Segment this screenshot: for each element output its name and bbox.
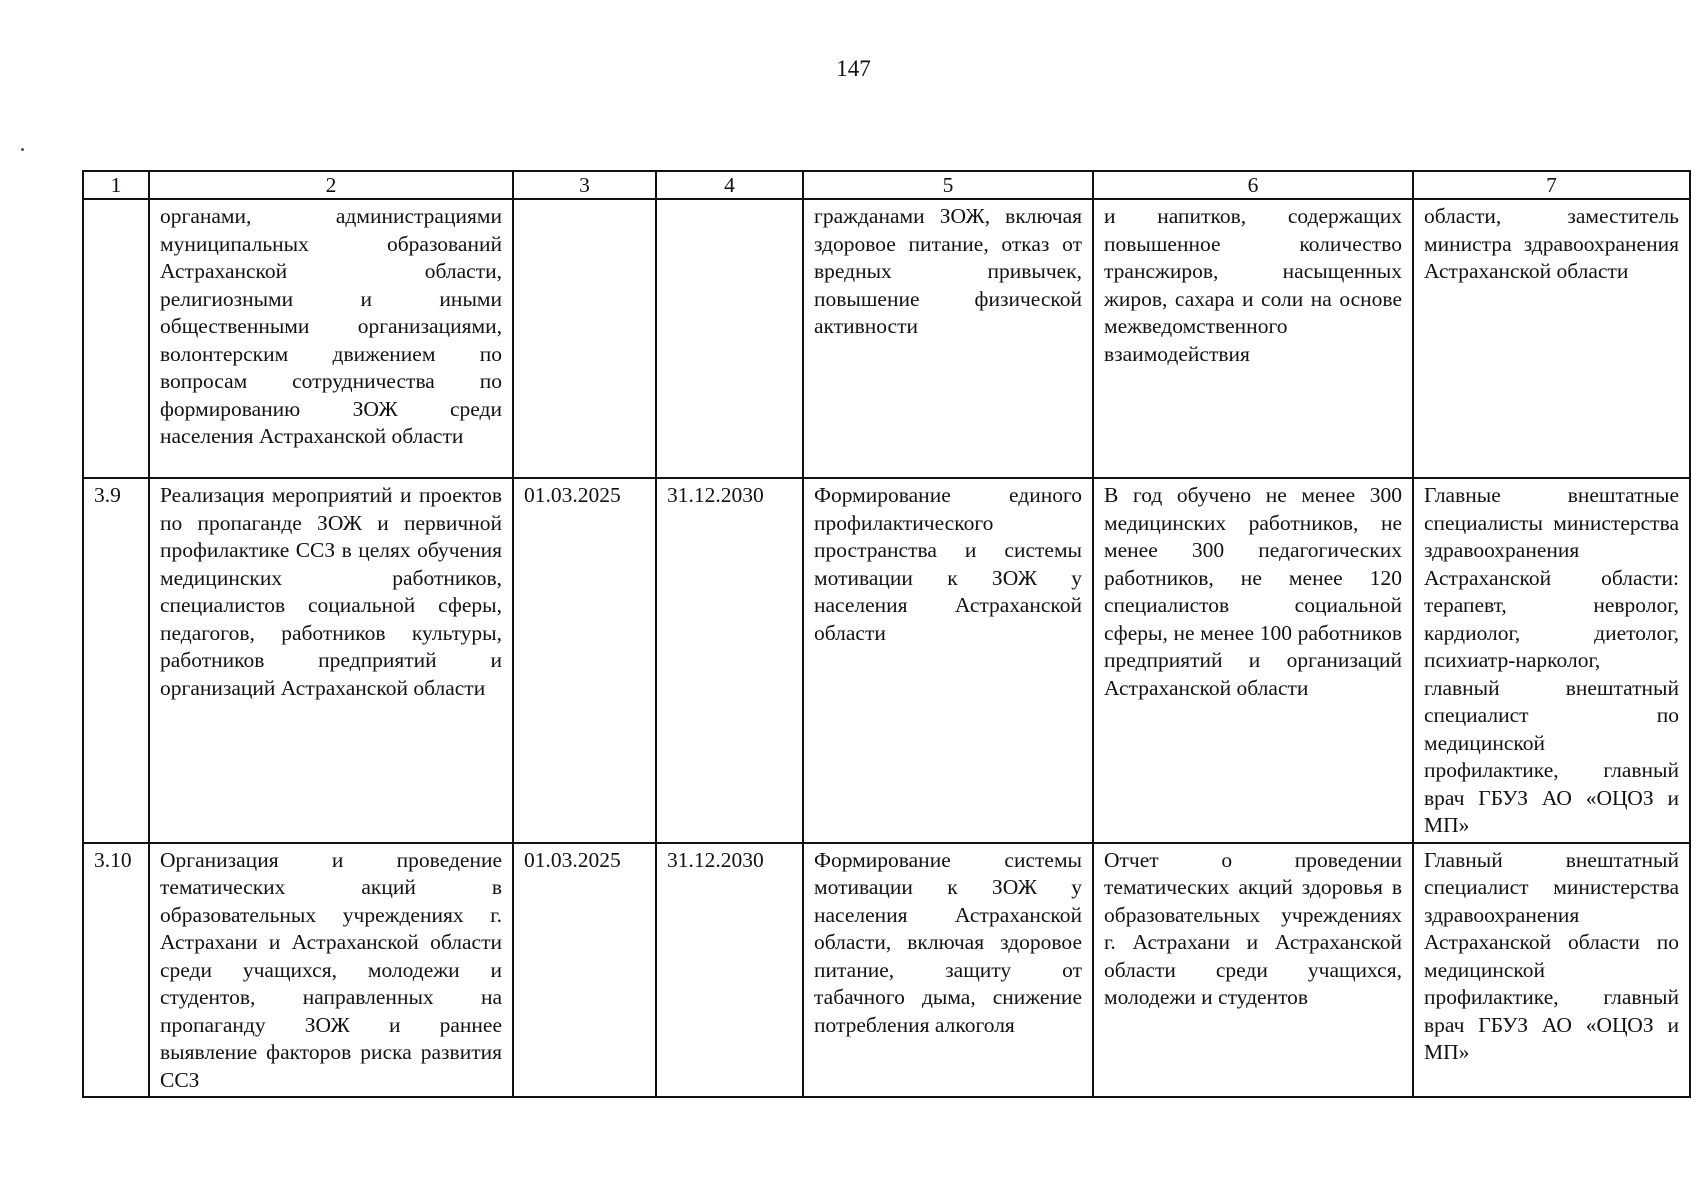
- column-header: 7: [1413, 171, 1690, 199]
- column-header: 1: [83, 171, 149, 199]
- page-number: 147: [836, 56, 871, 81]
- plan-table: [82, 170, 1691, 1098]
- table-row: [83, 843, 1690, 1098]
- column-header: 6: [1093, 171, 1413, 199]
- start-date-cell: 01.03.2025: [513, 478, 656, 843]
- scan-speck: [21, 148, 24, 151]
- column-header: 4: [656, 171, 803, 199]
- responsible-cell: области, заместитель министра здравоохранения Астраханской области: [1413, 199, 1690, 478]
- result-cell: Формирование системы мотивации к ЗОЖ у населения Астраханской области, включая здоровое питание, защиту от табачного дыма, снижение потребления алкоголя: [803, 843, 1093, 1098]
- start-date-cell: [513, 199, 656, 478]
- result-cell: гражданами ЗОЖ, включая здоровое питание, отказ от вредных привычек, повышение физической активности: [803, 199, 1093, 478]
- responsible-cell: Главный внештатный специалист министерства здравоохранения Астраханской области по медицинской профилактике, главный врач ГБУЗ АО «ОЦОЗ и МП»: [1413, 843, 1690, 1098]
- row-number-cell: [83, 199, 149, 478]
- table-row: [83, 478, 1690, 843]
- end-date-cell: [656, 199, 803, 478]
- result-cell: Формирование единого профилактического пространства и системы мотивации к ЗОЖ у населения Астраханской области: [803, 478, 1093, 843]
- indicator-cell: и напитков, содержащих повышенное количество трансжиров, насыщенных жиров, сахара и соли на основе межведомственного взаимодействия: [1093, 199, 1413, 478]
- column-header: 2: [149, 171, 513, 199]
- start-date-cell: 01.03.2025: [513, 843, 656, 1098]
- event-cell: Реализация мероприятий и проектов по пропаганде ЗОЖ и первичной профилактике ССЗ в целях обучения медицинских работников, специалистов социальной сферы, педагогов, работников культуры, работников предприятий и организаций Астраханской области: [149, 478, 513, 843]
- table-header-row: [83, 171, 1690, 199]
- column-header: 3: [513, 171, 656, 199]
- end-date-cell: 31.12.2030: [656, 843, 803, 1098]
- row-number-cell: 3.9: [83, 478, 149, 843]
- event-cell: органами, администрациями муниципальных образований Астраханской области, религиозными и иными общественными организациями, волонтерским движением по вопросам сотрудничества по формированию ЗОЖ среди населения Астраханской области: [149, 199, 513, 478]
- column-header: 5: [803, 171, 1093, 199]
- indicator-cell: В год обучено не менее 300 медицинских работников, не менее 300 педагогических работников, не менее 120 специалистов социальной сферы, не менее 100 работников предприятий и организаций Астраханской области: [1093, 478, 1413, 843]
- event-cell: Организация и проведение тематических акций в образовательных учреждениях г. Астрахани и Астраханской области среди учащихся, молодежи и студентов, направленных на пропаганду ЗОЖ и раннее выявление факторов риска развития ССЗ: [149, 843, 513, 1098]
- indicator-cell: Отчет о проведении тематических акций здоровья в образовательных учреждениях г. Астрахани и Астраханской области среди учащихся, молодежи и студентов: [1093, 843, 1413, 1098]
- responsible-cell: Главные внештатные специалисты министерства здравоохранения Астраханской области: терапевт, невролог, кардиолог, диетолог, психиатр-нарколог, главный внештатный специалист по медицинской профилактике, главный врач ГБУЗ АО «ОЦОЗ и МП»: [1413, 478, 1690, 843]
- table-row: [83, 199, 1690, 478]
- end-date-cell: 31.12.2030: [656, 478, 803, 843]
- row-number-cell: 3.10: [83, 843, 149, 1098]
